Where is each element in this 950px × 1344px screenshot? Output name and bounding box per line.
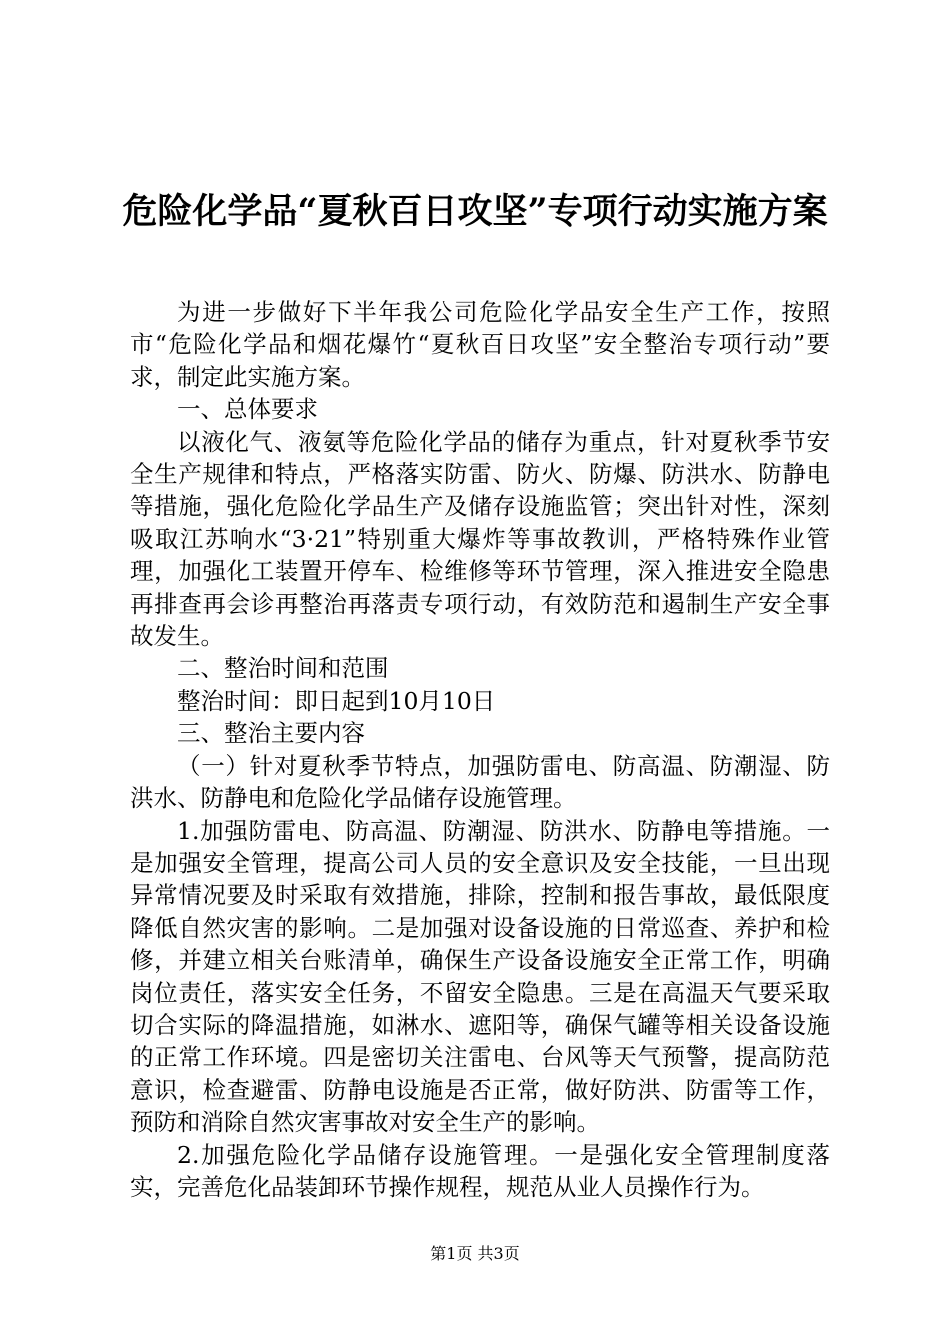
document-body	[130, 296, 830, 1203]
section-heading-content: 三、整治主要内容	[177, 719, 365, 748]
section-heading-time-scope: 二、整治时间和范围	[177, 654, 389, 683]
document-title: 危险化学品“夏秋百日攻坚”专项行动实施方案	[122, 191, 828, 232]
paragraph-item-2: 2.加强危险化学品储存设施管理。一是强化安全管理制度落实，完善危化品装卸环节操作规程，规范从业人员操作行为。	[130, 1140, 830, 1201]
paragraph-time: 整治时间：即日起到10月10日	[177, 686, 496, 715]
page-number: 第1页 共3页	[430, 1244, 520, 1263]
paragraph-general-requirements: 以液化气、液氨等危险化学品的储存为重点，针对夏秋季节安全生产规律和特点，严格落实防雷、防火、防爆、防洪水、防静电等措施，强化危险化学品生产及储存设施监管；突出针对性，深刻吸取江苏响水“3·21”特别重大爆炸等事故教训，严格特殊作业管理，加强化工装置开停车、检维修等环节管理，深入推进安全隐患再排查再会诊再整治再落责专项行动，有效防范和遏制生产安全事故发生。	[130, 427, 830, 651]
paragraph-item-1: 1.加强防雷电、防高温、防潮湿、防洪水、防静电等措施。一是加强安全管理，提高公司人员的安全意识及安全技能，一旦出现异常情况要及时采取有效措施，排除，控制和报告事故，最低限度降低自然灾害的影响。二是加强对设备设施的日常巡查、养护和检修，并建立相关台账清单，确保生产设备设施安全正常工作，明确岗位责任，落实安全任务，不留安全隐患。三是在高温天气要采取切合实际的降温措施，如淋水、遮阳等，确保气罐等相关设备设施的正常工作环境。四是密切关注雷电、台风等天气预警，提高防范意识，检查避雷、防静电设施是否正常，做好防洪、防雷等工作，预防和消除自然灾害事故对安全生产的影响。	[130, 816, 830, 1137]
section-heading-general: 一、总体要求	[177, 395, 318, 424]
paragraph-subsection-1: （一）针对夏秋季节特点，加强防雷电、防高温、防潮湿、防洪水、防静电和危险化学品储存设施管理。	[130, 751, 830, 813]
paragraph-intro: 为进一步做好下半年我公司危险化学品安全生产工作，按照市“危险化学品和烟花爆竹“夏秋百日攻坚”安全整治专项行动”要求，制定此实施方案。	[130, 298, 830, 391]
